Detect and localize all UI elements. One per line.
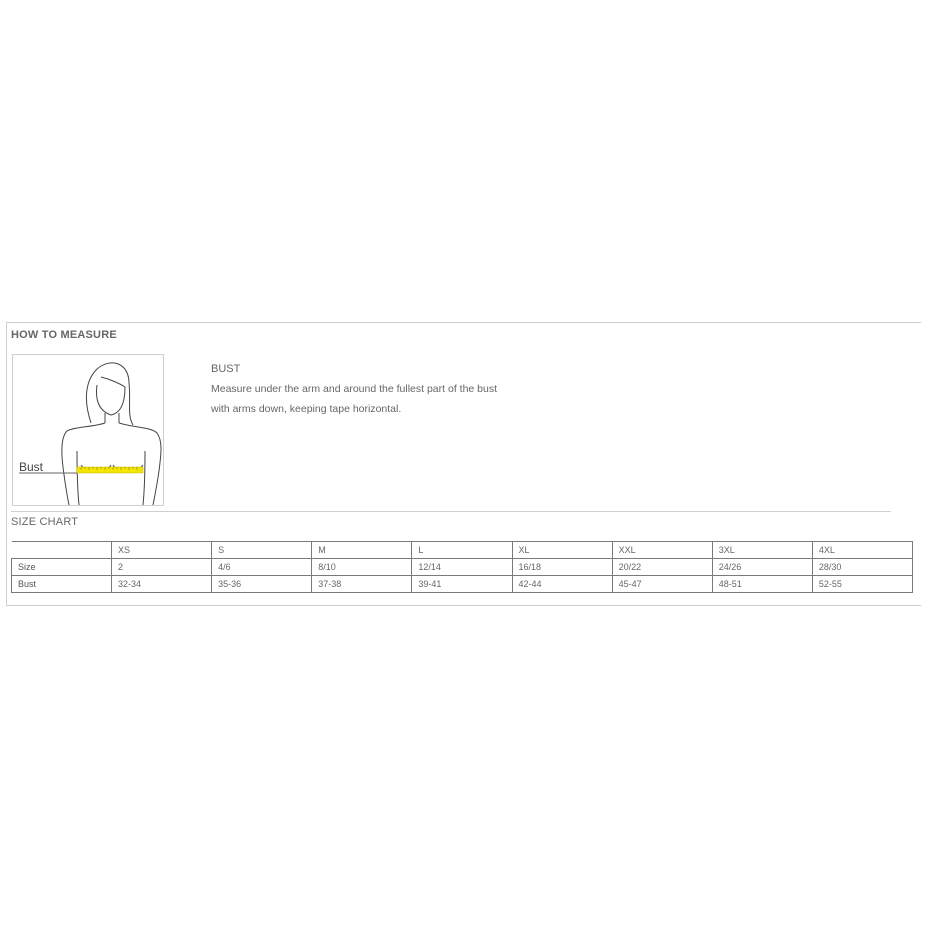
- table-cell: 37-38: [312, 576, 412, 593]
- size-chart-table: [11, 541, 913, 593]
- table-cell: 8/10: [312, 559, 412, 576]
- size-guide-panel: [6, 322, 921, 606]
- measure-line-2: with arms down, keeping tape horizontal.: [211, 403, 402, 415]
- table-cell: 4/6: [212, 559, 312, 576]
- column-header: 4XL: [812, 542, 912, 559]
- table-cell: 32-34: [112, 576, 212, 593]
- column-header: XS: [112, 542, 212, 559]
- table-cell: 35-36: [212, 576, 312, 593]
- table-cell: 42-44: [512, 576, 612, 593]
- column-header: M: [312, 542, 412, 559]
- size-chart-title: SIZE CHART: [11, 516, 79, 528]
- measurement-figure: [12, 354, 164, 506]
- column-header: S: [212, 542, 312, 559]
- table-cell: 24/26: [712, 559, 812, 576]
- table-cell: 45-47: [612, 576, 712, 593]
- table-header-row: [12, 542, 913, 559]
- table-cell: 16/18: [512, 559, 612, 576]
- table-cell: 52-55: [812, 576, 912, 593]
- measure-line-1: Measure under the arm and around the fullest part of the bust: [211, 383, 498, 395]
- table-cell: 48-51: [712, 576, 812, 593]
- measure-instructions: [211, 359, 497, 419]
- column-header: L: [412, 542, 512, 559]
- table-cell: 2: [112, 559, 212, 576]
- column-header: XXL: [612, 542, 712, 559]
- row-label: Size: [12, 559, 112, 576]
- column-header: 3XL: [712, 542, 812, 559]
- section-divider: [11, 511, 891, 512]
- table-cell: 39-41: [412, 576, 512, 593]
- column-header: XL: [512, 542, 612, 559]
- table-cell: 28/30: [812, 559, 912, 576]
- table-row: [12, 559, 913, 576]
- how-to-measure-title: HOW TO MEASURE: [11, 329, 117, 341]
- row-label: Bust: [12, 576, 112, 593]
- table-corner-cell: [12, 542, 112, 559]
- table-row: [12, 576, 913, 593]
- woman-torso-outline-icon: [13, 355, 163, 505]
- table-cell: 20/22: [612, 559, 712, 576]
- measure-heading: BUST: [211, 363, 241, 375]
- figure-bust-label: Bust: [19, 460, 44, 474]
- table-cell: 12/14: [412, 559, 512, 576]
